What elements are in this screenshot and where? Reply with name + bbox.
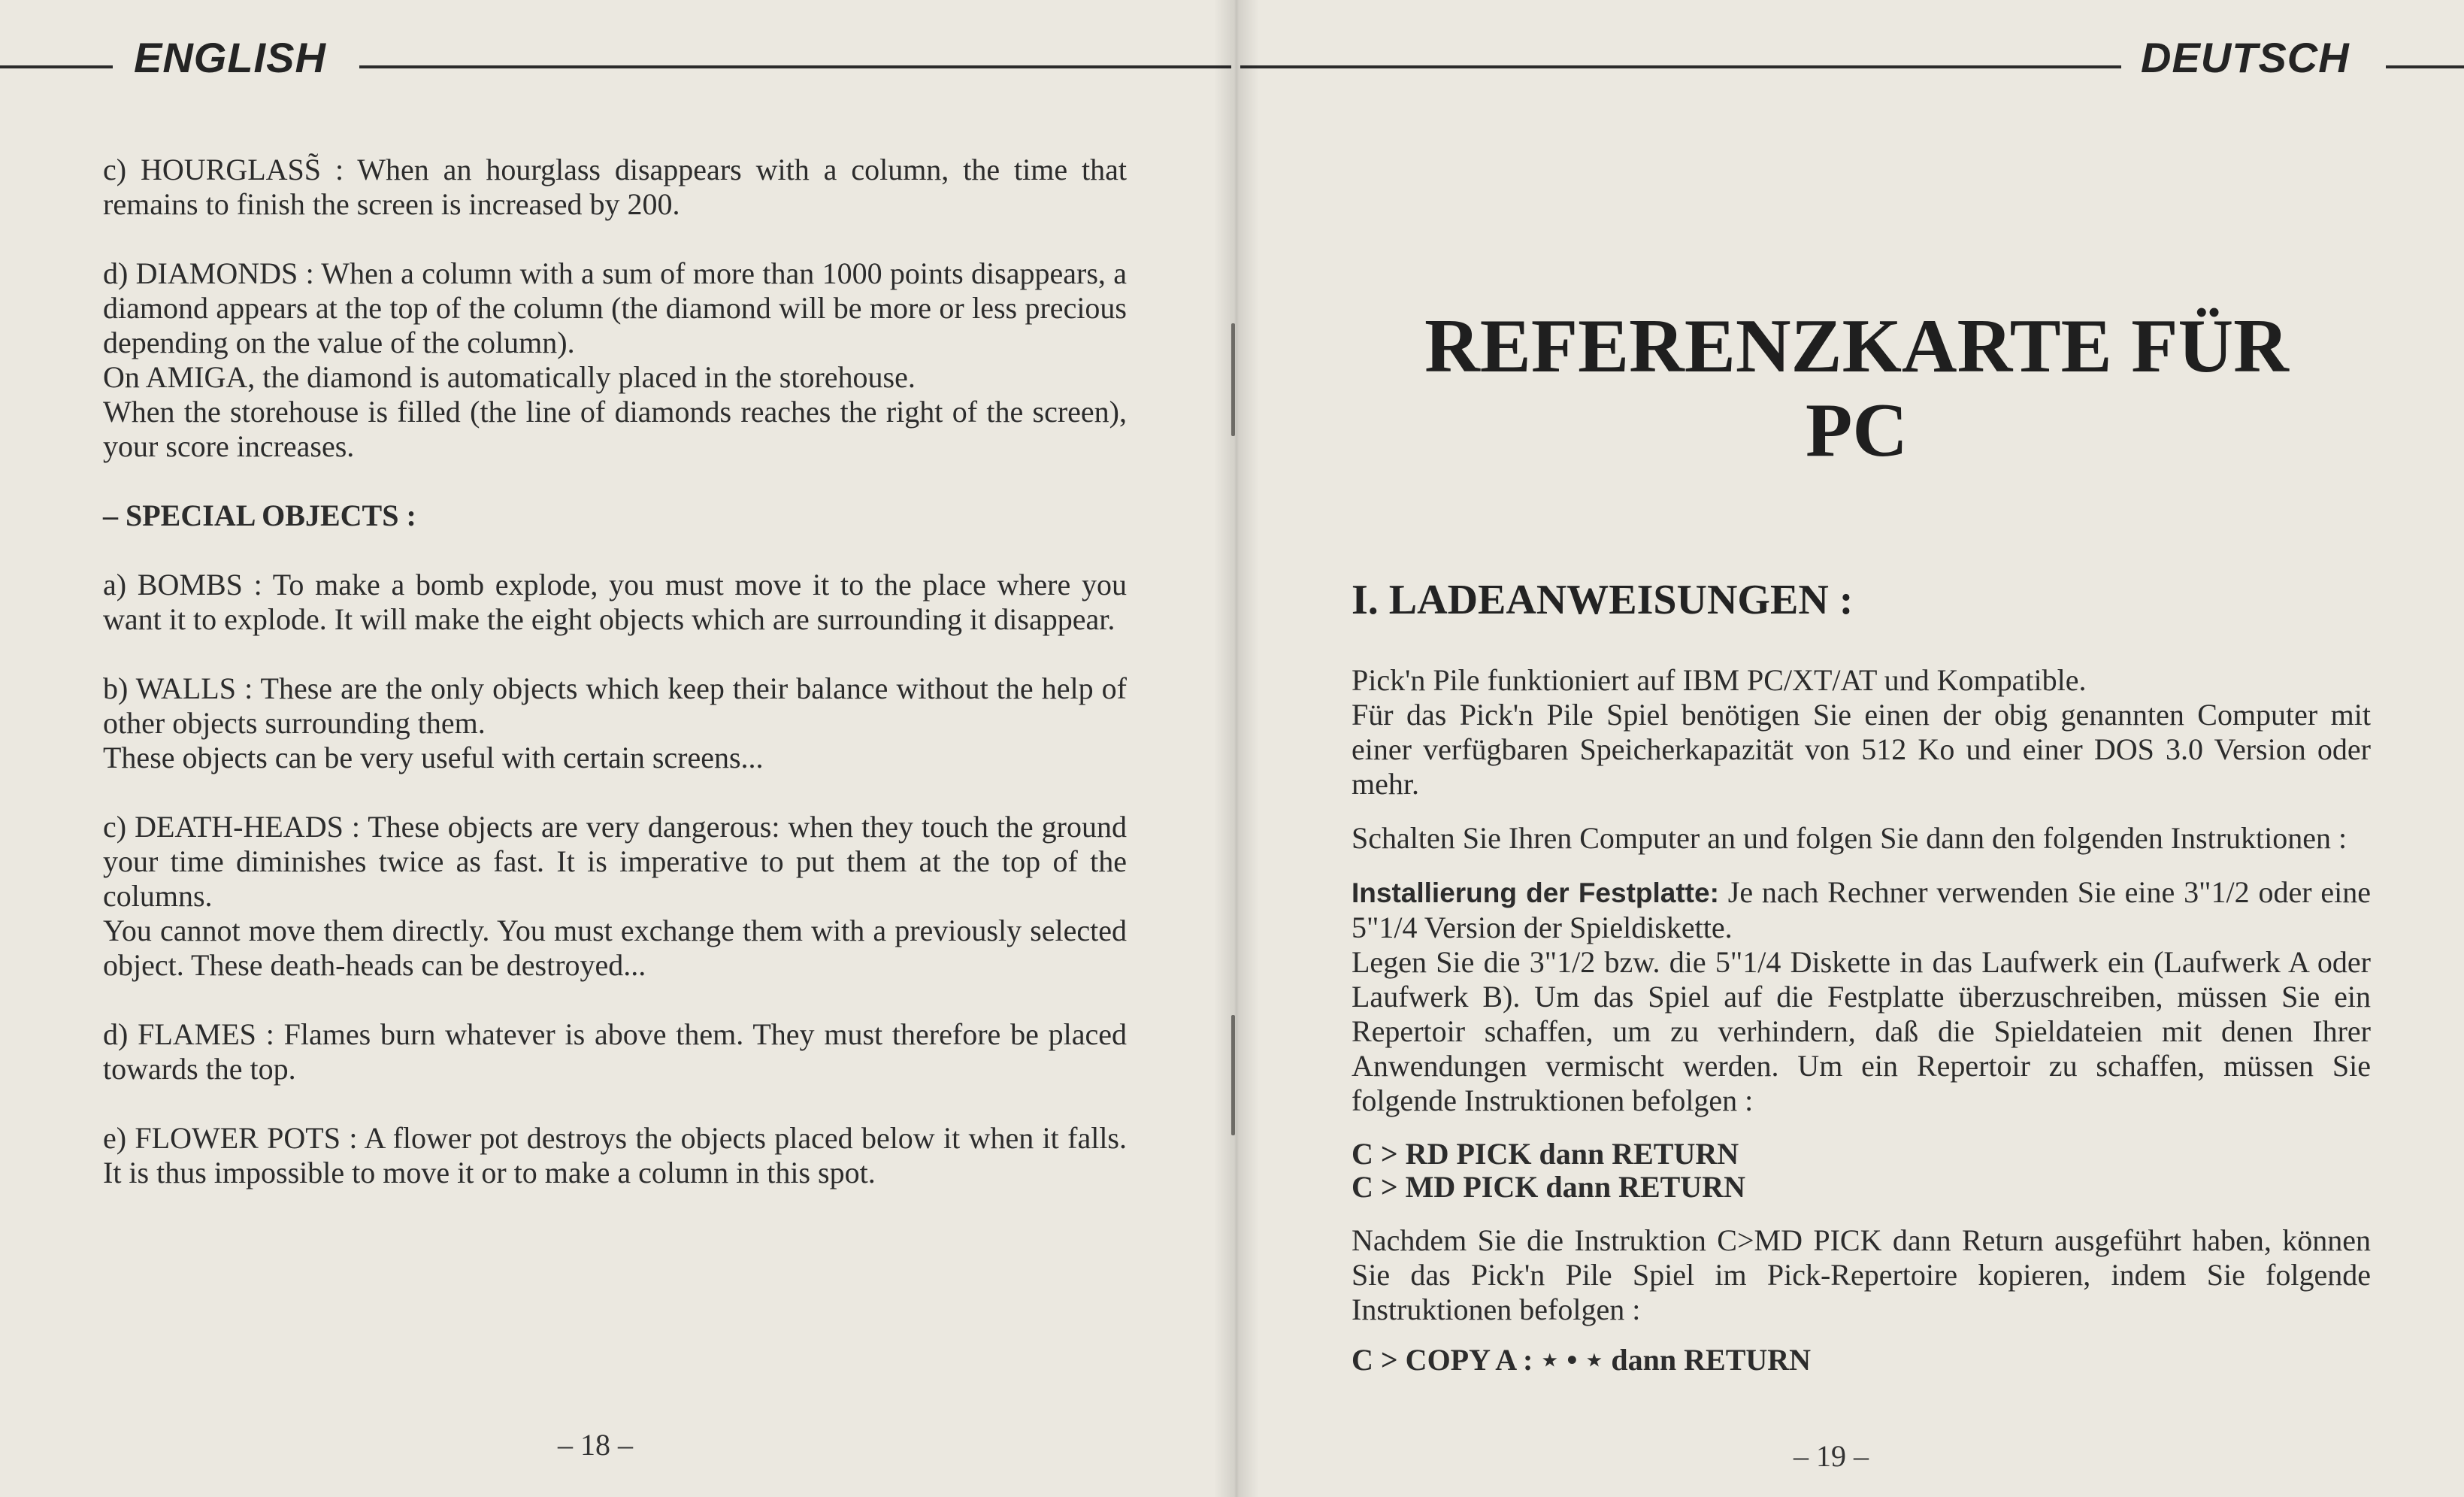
para-walls: b) WALLS : These are the only objects which keep their balance without the help of other objects surrounding them.	[103, 671, 1127, 740]
special-objects-heading: – SPECIAL OBJECTS :	[103, 498, 416, 532]
command-md-pick: C > MD PICK dann RETURN	[1352, 1170, 1745, 1204]
para-hourglass: c) HOURGLASS̃ : When an hourglass disappears with a column, the time that remains to finish the screen is increased by 200.	[103, 153, 1127, 221]
para-death-heads: c) DEATH-HEADS : These objects are very dangerous: when they touch the ground your time diminishes twice as fast. It is imperative to put them at the top of the columns.	[103, 810, 1127, 913]
para-death-heads-2: You cannot move them directly. You must exchange them with a previously selected object. These death-heads can be destroyed...	[103, 914, 1127, 982]
para-amiga: On AMIGA, the diamond is automatically placed in the storehouse.	[103, 360, 916, 394]
para-compatibility: Pick'n Pile funktioniert auf IBM PC/XT/AT und Kompatible.	[1352, 663, 2087, 697]
header-rule-right-a	[1240, 65, 2121, 68]
title-line-1: REFERENZKARTE FÜR	[1424, 304, 2289, 389]
para-flames: d) FLAMES : Flames burn whatever is above them. They must therefore be placed towards the top.	[103, 1017, 1127, 1086]
para-switch-on: Schalten Sie Ihren Computer an und folgen Sie dann den folgenden Instruktionen :	[1352, 821, 2347, 855]
right-page-number: – 19 –	[1794, 1439, 1869, 1473]
left-header-label: ENGLISH	[134, 34, 326, 81]
center-gutter	[1214, 0, 1259, 1497]
title-line-2: PC	[1806, 388, 1908, 473]
left-page-number: – 18 –	[558, 1428, 633, 1462]
loading-instructions-heading: I. LADEANWEISUNGEN :	[1352, 577, 1854, 623]
reference-card-title	[1323, 305, 2390, 473]
para-diamonds: d) DIAMONDS : When a column with a sum of more than 1000 points disappears, a diamond appears at the top of the column (the diamond will be more or less precious depending on the value of the column).	[103, 256, 1127, 359]
para-storehouse: When the storehouse is filled (the line of diamonds reaches the right of the screen), your score increases.	[103, 395, 1127, 463]
left-text-column	[103, 153, 1127, 1190]
right-text-column	[1352, 663, 2371, 1377]
harddisk-install-lead: Installierung der Festplatte:	[1352, 877, 1719, 908]
command-rd-pick: C > RD PICK dann RETURN	[1352, 1137, 1739, 1171]
command-copy: C > COPY A : ⋆ • ⋆ dann RETURN	[1352, 1343, 1812, 1377]
para-harddisk-install	[1352, 875, 2371, 945]
header-rule-left-b	[359, 65, 1231, 68]
para-after-md: Nachdem Sie die Instruktion C>MD PICK dann Return ausgeführt haben, können Sie das Pick'n Pile Spiel im Pick-Repertoire kopieren, indem Sie folgende Instruktionen befolgen :	[1352, 1223, 2371, 1326]
harddisk-install-text: Je nach Rechner verwenden Sie eine 3"1/2 oder eine 5"1/4 Version der Spieldiskette.	[1352, 875, 2371, 944]
right-header-label: DEUTSCH	[2141, 34, 2350, 81]
para-bombs: a) BOMBS : To make a bomb explode, you must move it to the place where you want it to explode. It will make the eight objects which are surrounding it disappear.	[103, 568, 1127, 636]
header-rule-right-b	[2386, 65, 2464, 68]
para-requirements: Für das Pick'n Pile Spiel benötigen Sie einen der obig genannten Computer mit einer verfügbaren Speicherkapazität von 512 Ko und einer DOS 3.0 Version oder mehr.	[1352, 698, 2371, 801]
header-rule-left-a	[0, 65, 113, 68]
para-flower-pots: e) FLOWER POTS : A flower pot destroys the objects placed below it when it falls. It is thus impossible to move it or to make a column in this spot.	[103, 1121, 1127, 1189]
staple-top	[1231, 323, 1235, 436]
para-walls-2: These objects can be very useful with certain screens...	[103, 741, 764, 774]
staple-bottom	[1231, 1015, 1235, 1135]
para-insert-disk: Legen Sie die 3"1/2 bzw. die 5"1/4 Diskette in das Laufwerk ein (Laufwerk A oder Laufwerk B). Um das Spiel auf die Festplatte überzuschreiben, müssen Sie ein Repertoir schaffen, um zu verhindern, daß die Spieldateien mit denen Ihrer Anwendungen vermischt werden. Um ein Repertoir zu schaffen, müssen Sie folgende Instruktionen befolgen :	[1352, 945, 2371, 1117]
